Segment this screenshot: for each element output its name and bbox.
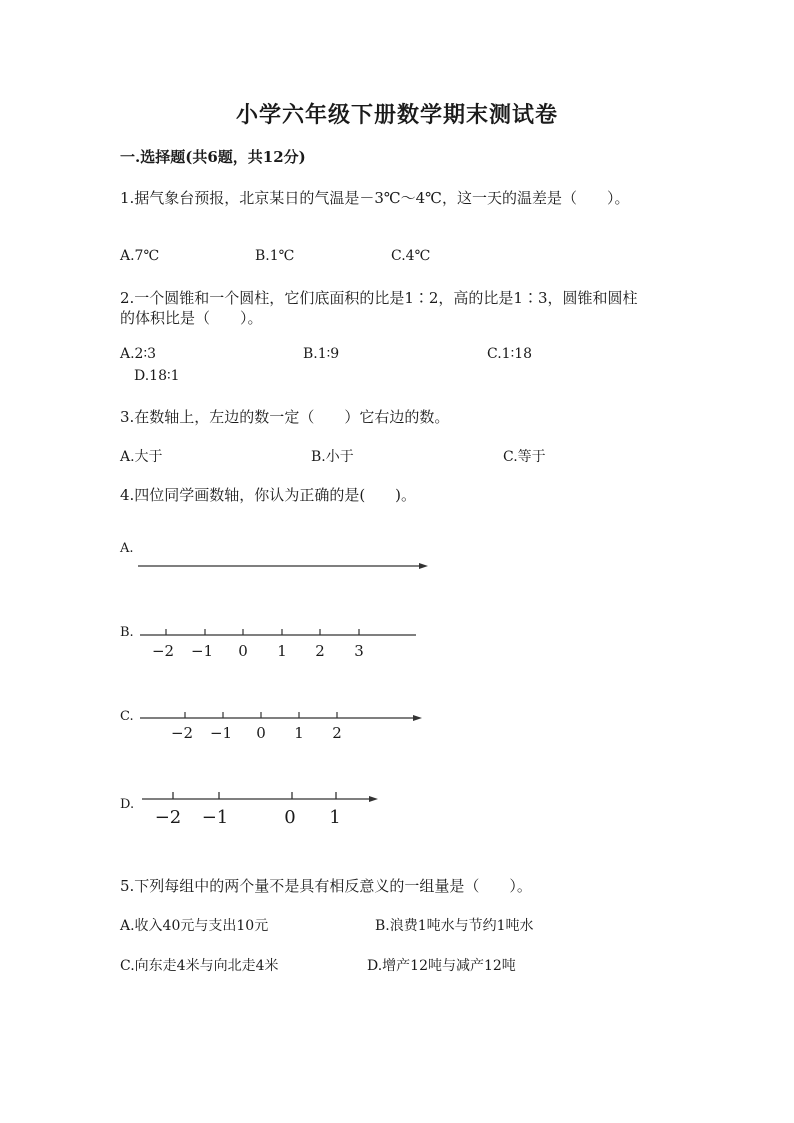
q4-c-tick-label: 0 bbox=[256, 724, 266, 742]
q4-c-tick-label: 1 bbox=[294, 724, 304, 742]
q5-option-b[interactable]: B.浪费1吨水与节约1吨水 bbox=[375, 918, 534, 934]
q4-b-tick-label: 2 bbox=[315, 642, 325, 660]
q4-option-c-label[interactable]: C. bbox=[120, 709, 134, 724]
q5-option-c[interactable]: C.向东走4米与向北走4米 bbox=[120, 958, 279, 974]
q2-option-b[interactable]: B.1∶9 bbox=[303, 346, 340, 362]
q4-b-tick-label: 1 bbox=[277, 642, 287, 660]
question-2-text-line2: 的体积比是（ ）。 bbox=[120, 309, 263, 327]
q5-option-d[interactable]: D.增产12吨与减产12吨 bbox=[367, 958, 516, 974]
q4-d-tick-label: −1 bbox=[201, 807, 229, 828]
q5-option-a[interactable]: A.收入40元与支出10元 bbox=[120, 918, 269, 934]
q4-option-b-axis bbox=[136, 624, 426, 664]
section-heading: 一.选择题(共6题，共12分) bbox=[120, 148, 306, 166]
q4-option-b-label[interactable]: B. bbox=[120, 625, 134, 640]
q4-c-tick-label: −2 bbox=[170, 724, 194, 742]
q3-option-a[interactable]: A.大于 bbox=[120, 449, 163, 465]
question-2-text-line1: 2.一个圆锥和一个圆柱，它们底面积的比是1∶2，高的比是1∶3，圆锥和圆柱 bbox=[120, 289, 638, 307]
question-3-text: 3.在数轴上，左边的数一定（ ）它右边的数。 bbox=[120, 408, 450, 426]
q4-option-a-axis bbox=[136, 558, 436, 574]
q4-option-c-axis bbox=[136, 708, 436, 748]
question-4-text: 4.四位同学画数轴，你认为正确的是( )。 bbox=[120, 486, 417, 504]
q3-option-b[interactable]: B.小于 bbox=[311, 449, 354, 465]
question-1-text: 1.据气象台预报，北京某日的气温是－3℃～4℃，这一天的温差是（ ）。 bbox=[120, 189, 630, 207]
q3-option-c[interactable]: C.等于 bbox=[503, 449, 546, 465]
q4-d-tick-label: 0 bbox=[284, 807, 296, 828]
q1-option-b[interactable]: B.1℃ bbox=[255, 248, 295, 264]
page-title: 小学六年级下册数学期末测试卷 bbox=[235, 102, 558, 128]
q4-b-tick-label: −1 bbox=[190, 642, 214, 660]
q4-b-tick-label: 0 bbox=[238, 642, 248, 660]
q4-d-tick-label: −2 bbox=[154, 807, 182, 828]
q2-option-a[interactable]: A.2∶3 bbox=[120, 346, 157, 362]
q4-b-tick-label: −2 bbox=[151, 642, 175, 660]
question-5-text: 5.下列每组中的两个量不是具有相反意义的一组量是（ ）。 bbox=[120, 877, 532, 895]
q4-b-tick-label: 3 bbox=[354, 642, 364, 660]
q4-option-d-axis bbox=[136, 786, 396, 828]
q1-option-c[interactable]: C.4℃ bbox=[391, 248, 431, 264]
q4-option-d-label[interactable]: D. bbox=[120, 797, 135, 812]
q4-c-tick-label: −1 bbox=[209, 724, 233, 742]
q2-option-c[interactable]: C.1∶18 bbox=[487, 346, 533, 362]
q4-c-tick-label: 2 bbox=[332, 724, 342, 742]
q4-d-tick-label: 1 bbox=[329, 807, 341, 828]
q4-option-a-label[interactable]: A. bbox=[120, 541, 134, 556]
q1-option-a[interactable]: A.7℃ bbox=[120, 248, 160, 264]
q2-option-d[interactable]: D.18∶1 bbox=[134, 368, 180, 384]
